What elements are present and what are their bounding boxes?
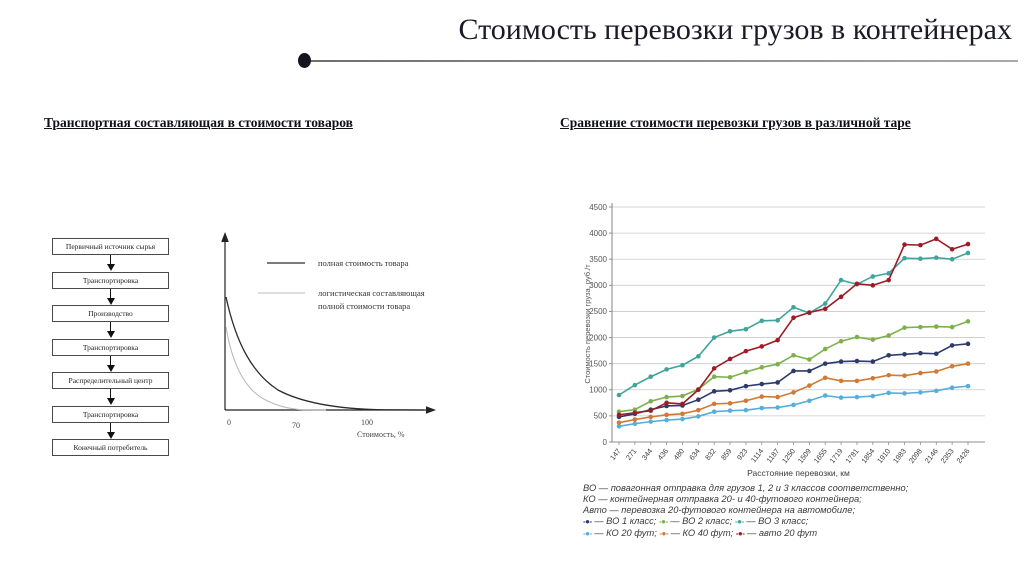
data-point bbox=[918, 243, 923, 248]
x-tick-label: 147 bbox=[607, 446, 623, 462]
data-point bbox=[696, 387, 701, 392]
data-point bbox=[791, 369, 796, 374]
legend-item-label: — ВО 1 класс; bbox=[591, 515, 659, 526]
x-tick-label: 634 bbox=[687, 446, 702, 462]
data-point bbox=[728, 375, 733, 380]
x-tick-label: 1250 bbox=[779, 446, 798, 466]
x-tick-label: 2146 bbox=[922, 446, 940, 466]
cost-decay-diagram bbox=[200, 225, 440, 440]
data-point bbox=[807, 398, 812, 403]
data-point bbox=[775, 395, 780, 400]
series-marker-icon: -●- bbox=[583, 528, 592, 538]
data-point bbox=[902, 373, 907, 378]
data-point bbox=[680, 402, 685, 407]
y-tick-label: 2000 bbox=[589, 333, 607, 343]
data-point bbox=[680, 412, 685, 417]
x-tick-label: 859 bbox=[719, 446, 734, 462]
data-point bbox=[712, 335, 717, 340]
data-point bbox=[918, 390, 923, 395]
data-point bbox=[633, 383, 638, 388]
legend-logistics-label-2: полной стоимости товара bbox=[318, 301, 411, 311]
data-point bbox=[950, 343, 955, 348]
data-point bbox=[871, 337, 876, 342]
legend-note: ВО — повагонная отправка для грузов 1, 2 и 3 классов соответственно; bbox=[583, 483, 909, 493]
y-axis-arrow-icon bbox=[221, 232, 229, 242]
data-point bbox=[871, 283, 876, 288]
x-tick-label: 1187 bbox=[764, 446, 782, 465]
y-tick-label: 1000 bbox=[589, 385, 607, 395]
data-point bbox=[664, 367, 669, 372]
data-point bbox=[839, 295, 844, 300]
x-axis-arrow-icon bbox=[426, 406, 436, 414]
x-tick-label: 1719 bbox=[827, 446, 845, 466]
y-tick-label: 1500 bbox=[589, 359, 607, 369]
data-point bbox=[712, 409, 717, 414]
data-point bbox=[950, 364, 955, 369]
data-point bbox=[886, 391, 891, 396]
data-point bbox=[823, 347, 828, 352]
data-point bbox=[617, 413, 622, 418]
data-point bbox=[759, 344, 764, 349]
x-tick-label: 480 bbox=[671, 446, 687, 462]
flow-step: Распределительный центр bbox=[52, 372, 169, 389]
legend-series-row bbox=[583, 516, 1003, 528]
flow-arrow-icon bbox=[52, 255, 169, 272]
flow-step: Первичный источник сырья bbox=[52, 238, 169, 255]
data-point bbox=[759, 394, 764, 399]
data-point bbox=[966, 342, 971, 347]
data-point bbox=[791, 403, 796, 408]
x-tick-70: 70 bbox=[292, 421, 300, 430]
x-tick-label: 436 bbox=[655, 446, 671, 462]
data-point bbox=[839, 379, 844, 384]
flow-step: Транспортировка bbox=[52, 406, 169, 423]
data-point bbox=[728, 357, 733, 362]
data-point bbox=[696, 408, 701, 413]
series-ВО 2 класс bbox=[617, 319, 971, 414]
y-tick-label: 4000 bbox=[589, 228, 607, 238]
data-point bbox=[839, 278, 844, 283]
x-tick-100: 100 bbox=[361, 418, 373, 427]
data-point bbox=[728, 329, 733, 334]
data-point bbox=[759, 382, 764, 387]
data-point bbox=[648, 415, 653, 420]
data-point bbox=[871, 376, 876, 381]
data-point bbox=[950, 325, 955, 330]
x-tick-label: 2353 bbox=[938, 446, 956, 466]
x-tick-label: 1655 bbox=[811, 446, 829, 466]
data-point bbox=[664, 418, 669, 423]
flow-arrow-icon bbox=[52, 389, 169, 406]
data-point bbox=[791, 305, 796, 310]
data-point bbox=[775, 380, 780, 385]
x-tick-label: 832 bbox=[703, 446, 718, 462]
data-point bbox=[902, 242, 907, 247]
legend-item-label: — ВО 2 класс; bbox=[667, 515, 735, 526]
data-point bbox=[744, 408, 749, 413]
data-point bbox=[775, 338, 780, 343]
legend-logistics-label-1: логистическая составляющая bbox=[318, 288, 425, 298]
flow-step: Конечный потребитель bbox=[52, 439, 169, 456]
y-tick-label: 0 bbox=[602, 437, 607, 447]
right-section-title: Сравнение стоимости перевозки грузов в различной таре bbox=[560, 115, 911, 130]
data-point bbox=[855, 395, 860, 400]
flow-arrow-icon bbox=[52, 322, 169, 339]
data-point bbox=[744, 370, 749, 375]
flow-step: Транспортировка bbox=[52, 272, 169, 289]
data-point bbox=[633, 421, 638, 426]
title-bullet-dot bbox=[298, 53, 311, 68]
data-point bbox=[966, 319, 971, 324]
data-point bbox=[823, 307, 828, 312]
data-point bbox=[807, 369, 812, 374]
x-tick-label: 1983 bbox=[891, 446, 909, 466]
legend-item-label: — ВО 3 класс; bbox=[743, 515, 809, 526]
data-point bbox=[680, 417, 685, 422]
data-point bbox=[791, 353, 796, 358]
data-point bbox=[791, 315, 796, 320]
line-chart-legend bbox=[583, 483, 1003, 540]
data-point bbox=[759, 365, 764, 370]
data-point bbox=[633, 417, 638, 422]
data-point bbox=[744, 384, 749, 389]
data-point bbox=[886, 278, 891, 283]
data-point bbox=[966, 384, 971, 389]
legend-note: Авто — перевозка 20-футового контейнера на автомобиле; bbox=[583, 504, 856, 515]
data-point bbox=[775, 405, 780, 410]
x-tick-label: 1854 bbox=[859, 446, 877, 466]
series-marker-icon: -●- bbox=[658, 516, 668, 526]
data-point bbox=[902, 325, 907, 330]
data-point bbox=[696, 414, 701, 419]
data-point bbox=[871, 359, 876, 364]
data-point bbox=[918, 325, 923, 330]
legend-note: КО — контейнерная отправка 20- и 40-футового контейнера; bbox=[583, 493, 862, 504]
data-point bbox=[950, 247, 955, 252]
decay-x-axis-label: Стоимость, % bbox=[357, 430, 405, 439]
data-point bbox=[934, 389, 939, 394]
series-marker-icon: -●- bbox=[735, 528, 745, 538]
data-point bbox=[839, 395, 844, 400]
data-point bbox=[934, 237, 939, 242]
data-point bbox=[902, 352, 907, 357]
data-point bbox=[902, 256, 907, 261]
supply-chain-flowchart bbox=[52, 238, 169, 456]
series-ВО 3 класс bbox=[617, 251, 971, 398]
data-point bbox=[728, 388, 733, 393]
data-point bbox=[902, 391, 907, 396]
data-point bbox=[664, 413, 669, 418]
transport-cost-line-chart bbox=[560, 180, 1020, 480]
gridlines bbox=[612, 207, 985, 416]
y-axis-title: Стоимость перевозки груза, руб./т bbox=[583, 264, 592, 384]
data-point bbox=[712, 374, 717, 379]
data-point bbox=[871, 274, 876, 279]
x-tick-label: 344 bbox=[639, 446, 655, 462]
data-point bbox=[744, 398, 749, 403]
flow-arrow-icon bbox=[52, 289, 169, 306]
data-point bbox=[934, 351, 939, 356]
data-point bbox=[775, 318, 780, 323]
x-tick-label: 1509 bbox=[795, 446, 813, 466]
data-point bbox=[934, 324, 939, 329]
data-point bbox=[871, 394, 876, 399]
series-marker-icon: -●- bbox=[734, 516, 744, 526]
y-tick-label: 500 bbox=[593, 411, 607, 421]
x-tick-label: 1781 bbox=[843, 446, 861, 466]
title-divider-line bbox=[311, 60, 1018, 62]
logistics-cost-curve bbox=[226, 327, 326, 410]
data-point bbox=[759, 319, 764, 324]
y-tick-label: 3000 bbox=[589, 281, 607, 291]
data-point bbox=[886, 373, 891, 378]
data-point bbox=[617, 420, 622, 425]
data-point bbox=[839, 359, 844, 364]
x-tick-labels bbox=[608, 442, 972, 465]
data-point bbox=[807, 310, 812, 315]
data-point bbox=[966, 242, 971, 247]
data-point bbox=[617, 393, 622, 398]
data-point bbox=[712, 402, 717, 407]
data-point bbox=[712, 389, 717, 394]
x-tick-label: 2098 bbox=[906, 446, 924, 466]
data-point bbox=[728, 401, 733, 406]
data-point bbox=[648, 374, 653, 379]
x-tick-0: 0 bbox=[227, 418, 231, 427]
data-point bbox=[823, 393, 828, 398]
data-point bbox=[633, 410, 638, 415]
slide-title: Стоимость перевозки грузов в контейнерах bbox=[458, 13, 1012, 46]
y-tick-label: 2500 bbox=[589, 307, 607, 317]
data-point bbox=[696, 397, 701, 402]
data-point bbox=[807, 383, 812, 388]
data-point bbox=[680, 363, 685, 368]
flow-step: Транспортировка bbox=[52, 339, 169, 356]
flow-step: Производство bbox=[52, 305, 169, 322]
data-point bbox=[839, 339, 844, 344]
data-point bbox=[855, 379, 860, 384]
data-point bbox=[680, 394, 685, 399]
series-marker-icon: -●- bbox=[659, 528, 669, 538]
data-point bbox=[918, 256, 923, 261]
x-tick-label: 1114 bbox=[748, 446, 766, 465]
data-point bbox=[855, 281, 860, 286]
data-point bbox=[648, 399, 653, 404]
data-point bbox=[664, 401, 669, 406]
y-tick-label: 4500 bbox=[589, 202, 607, 212]
legend-item-label: — КО 20 фут; bbox=[591, 527, 660, 538]
legend-item-label: — авто 20 фут bbox=[744, 527, 818, 538]
data-point bbox=[934, 369, 939, 374]
data-point bbox=[791, 390, 796, 395]
y-tick-labels bbox=[589, 203, 612, 447]
x-axis-title: Расстояние перевозки, км bbox=[747, 468, 850, 478]
x-tick-label: 271 bbox=[623, 446, 639, 462]
data-point bbox=[966, 361, 971, 366]
data-point bbox=[712, 366, 717, 371]
data-point bbox=[648, 419, 653, 424]
data-point bbox=[886, 333, 891, 338]
data-point bbox=[664, 395, 669, 400]
data-point bbox=[918, 371, 923, 376]
legend-series-row bbox=[583, 528, 1003, 540]
data-point bbox=[807, 357, 812, 362]
legend-full-cost-label: полная стоимость товара bbox=[318, 258, 409, 268]
data-point bbox=[648, 408, 653, 413]
data-point bbox=[918, 351, 923, 356]
data-point bbox=[823, 301, 828, 306]
data-point bbox=[966, 251, 971, 256]
flow-arrow-icon bbox=[52, 423, 169, 440]
data-point bbox=[950, 385, 955, 390]
data-point bbox=[744, 327, 749, 332]
data-point bbox=[696, 354, 701, 359]
data-point bbox=[823, 361, 828, 366]
data-point bbox=[934, 255, 939, 260]
data-point bbox=[855, 335, 860, 340]
data-point bbox=[886, 353, 891, 358]
left-section-title: Транспортная составляющая в стоимости товаров bbox=[44, 115, 353, 130]
data-point bbox=[950, 257, 955, 262]
flow-arrow-icon bbox=[52, 356, 169, 373]
data-point bbox=[775, 362, 780, 367]
x-tick-label: 923 bbox=[734, 446, 750, 462]
y-tick-label: 3500 bbox=[589, 255, 607, 265]
series-marker-icon: -●- bbox=[583, 516, 592, 526]
series-line bbox=[619, 321, 968, 411]
data-point bbox=[728, 408, 733, 413]
data-point bbox=[823, 375, 828, 380]
data-point bbox=[759, 406, 764, 411]
legend-item-label: — КО 40 фут; bbox=[668, 527, 736, 538]
x-tick-label: 2426 bbox=[954, 446, 972, 466]
x-tick-label: 1910 bbox=[875, 446, 893, 466]
data-point bbox=[744, 349, 749, 354]
data-point bbox=[855, 359, 860, 364]
